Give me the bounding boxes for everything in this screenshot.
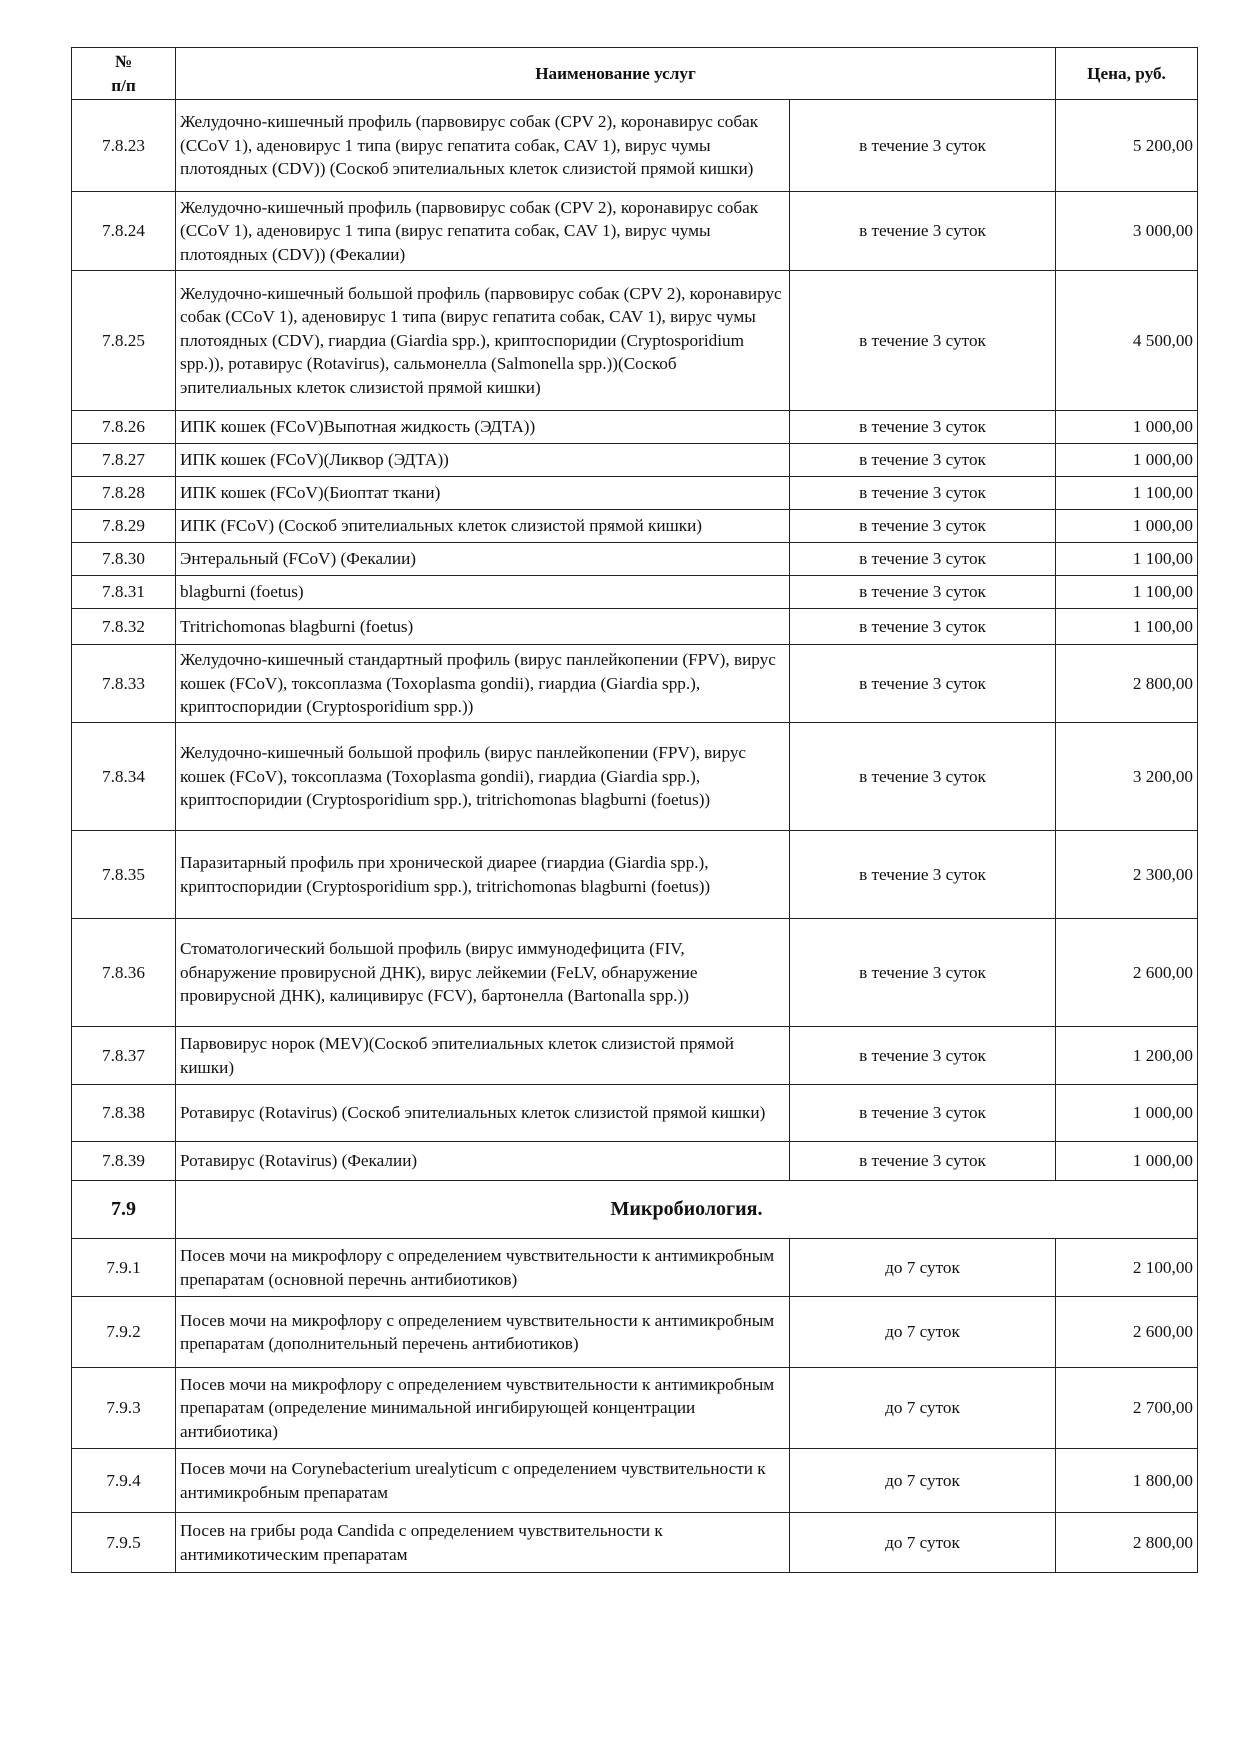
row-price: 2 300,00 [1056,831,1198,919]
row-price: 3 000,00 [1056,192,1198,271]
row-service-name: ИПК кошек (FCoV)(Ликвор (ЭДТА)) [176,444,790,477]
table-row [72,1449,1198,1513]
table-row [72,411,1198,444]
table-row [72,1513,1198,1573]
row-service-name: Ротавирус (Rotavirus) (Фекалии) [176,1142,790,1181]
row-service-name: Стоматологический большой профиль (вирус иммунодефицита (FIV, обнаружение провирусной ДНК), вирус лейкемии (FeLV, обнаружение провирусной ДНК), калицивирус (FCV), бартонелла (Bartonalla spp.)) [176,919,790,1027]
row-term: до 7 суток [790,1239,1056,1297]
row-service-name: Желудочно-кишечный большой профиль (парвовирус собак (CPV 2), коронавирус собак (CCoV 1), аденовирус 1 типа (вирус гепатита собак, CAV 1), вирус чумы плотоядных (CDV), гиардиа (Giardia spp.), криптоспоридии (Cryptosporidium spp.)), ротавирус (Rotavirus), сальмонелла (Salmonella spp.))(Соскоб эпителиальных клеток слизистой прямой кишки) [176,271,790,411]
row-number: 7.8.29 [72,510,176,543]
row-price: 2 600,00 [1056,1297,1198,1368]
row-number: 7.8.33 [72,645,176,723]
table-row [72,1085,1198,1142]
row-service-name: Парвовирус норок (MEV)(Соскоб эпителиальных клеток слизистой прямой кишки) [176,1027,790,1085]
table-row [72,1142,1198,1181]
row-price: 5 200,00 [1056,100,1198,192]
row-number: 7.8.25 [72,271,176,411]
row-number: 7.8.38 [72,1085,176,1142]
row-term: до 7 суток [790,1449,1056,1513]
row-number: 7.9.2 [72,1297,176,1368]
row-term: в течение 3 суток [790,411,1056,444]
table-row [72,919,1198,1027]
row-number: 7.8.32 [72,609,176,645]
row-term: до 7 суток [790,1513,1056,1573]
row-service-name: ИПК (FCoV) (Соскоб эпителиальных клеток слизистой прямой кишки) [176,510,790,543]
row-price: 2 600,00 [1056,919,1198,1027]
table-row [72,576,1198,609]
row-term: в течение 3 суток [790,100,1056,192]
row-term: в течение 3 суток [790,543,1056,576]
row-service-name: Желудочно-кишечный стандартный профиль (вирус панлейкопении (FPV), вирус кошек (FCoV), токсоплазма (Toxoplasma gondii), гиардиа (Giardia spp.), криптоспоридии (Cryptosporidium spp.)) [176,645,790,723]
row-service-name: blagburni (foetus) [176,576,790,609]
row-term: в течение 3 суток [790,723,1056,831]
row-price: 1 000,00 [1056,1142,1198,1181]
table-row [72,192,1198,271]
row-number: 7.8.36 [72,919,176,1027]
header-number-line1: № [114,52,133,71]
row-price: 1 200,00 [1056,1027,1198,1085]
row-term: в течение 3 суток [790,510,1056,543]
row-number: 7.8.24 [72,192,176,271]
row-price: 2 700,00 [1056,1368,1198,1449]
row-number: 7.8.27 [72,444,176,477]
table-row [72,609,1198,645]
row-number: 7.8.23 [72,100,176,192]
row-price: 2 800,00 [1056,645,1198,723]
row-price: 1 800,00 [1056,1449,1198,1513]
row-term: в течение 3 суток [790,576,1056,609]
row-price: 1 000,00 [1056,444,1198,477]
price-list-page [71,47,1197,1573]
row-price: 1 000,00 [1056,1085,1198,1142]
row-number: 7.8.28 [72,477,176,510]
row-price: 1 100,00 [1056,543,1198,576]
table-row [72,543,1198,576]
price-table [71,47,1198,1573]
row-price: 1 000,00 [1056,411,1198,444]
row-term: в течение 3 суток [790,1085,1056,1142]
row-service-name: Посев мочи на микрофлору с определением чувствительности к антимикробным препаратам (дополнительный перечень антибиотиков) [176,1297,790,1368]
section-title: Микробиология. [176,1181,1198,1239]
row-service-name: Паразитарный профиль при хронической диарее (гиардиа (Giardia spp.), криптоспоридии (Cryptosporidium spp.), tritrichomonas blagburni (foetus)) [176,831,790,919]
row-price: 4 500,00 [1056,271,1198,411]
row-service-name: Tritrichomonas blagburni (foetus) [176,609,790,645]
row-term: в течение 3 суток [790,1027,1056,1085]
row-term: в течение 3 суток [790,1142,1056,1181]
table-row [72,444,1198,477]
table-row [72,1239,1198,1297]
table-row [72,1297,1198,1368]
row-price: 1 100,00 [1056,576,1198,609]
row-number: 7.8.30 [72,543,176,576]
row-term: в течение 3 суток [790,192,1056,271]
row-term: в течение 3 суток [790,831,1056,919]
row-price: 1 100,00 [1056,477,1198,510]
row-number: 7.8.37 [72,1027,176,1085]
row-term: в течение 3 суток [790,444,1056,477]
row-service-name: ИПК кошек (FCoV)Выпотная жидкость (ЭДТА)) [176,411,790,444]
row-service-name: Энтеральный (FCoV) (Фекалии) [176,543,790,576]
row-service-name: Посев мочи на Corynebacterium urealyticum с определением чувствительности к антимикробным препаратам [176,1449,790,1513]
row-term: до 7 суток [790,1297,1056,1368]
row-number: 7.8.39 [72,1142,176,1181]
row-price: 2 100,00 [1056,1239,1198,1297]
header-price: Цена, руб. [1056,48,1198,100]
table-header-row [72,48,1198,100]
row-service-name: Желудочно-кишечный большой профиль (вирус панлейкопении (FPV), вирус кошек (FCoV), токсоплазма (Toxoplasma gondii), гиардиа (Giardia spp.), криптоспоридии (Cryptosporidium spp.), tritrichomonas blagburni (foetus)) [176,723,790,831]
row-price: 2 800,00 [1056,1513,1198,1573]
table-row [72,645,1198,723]
table-row [72,477,1198,510]
row-service-name: Желудочно-кишечный профиль (парвовирус собак (CPV 2), коронавирус собак (CCoV 1), аденовирус 1 типа (вирус гепатита собак, CAV 1), вирус чумы плотоядных (CDV)) (Фекалии) [176,192,790,271]
row-term: в течение 3 суток [790,609,1056,645]
table-row [72,510,1198,543]
row-term: в течение 3 суток [790,645,1056,723]
header-number [72,48,176,100]
table-row [72,831,1198,919]
table-row [72,723,1198,831]
row-service-name: Желудочно-кишечный профиль (парвовирус собак (CPV 2), коронавирус собак (CCoV 1), аденовирус 1 типа (вирус гепатита собак, CAV 1), вирус чумы плотоядных (CDV)) (Соскоб эпителиальных клеток слизистой прямой кишки) [176,100,790,192]
section-row [72,1181,1198,1239]
table-row [72,271,1198,411]
row-term: в течение 3 суток [790,271,1056,411]
row-price: 1 100,00 [1056,609,1198,645]
row-number: 7.8.26 [72,411,176,444]
row-service-name: Посев на грибы рода Candida с определением чувствительности к антимикотическим препаратам [176,1513,790,1573]
row-number: 7.8.31 [72,576,176,609]
row-price: 3 200,00 [1056,723,1198,831]
row-price: 1 000,00 [1056,510,1198,543]
section-number: 7.9 [72,1181,176,1239]
table-row [72,1027,1198,1085]
row-number: 7.9.5 [72,1513,176,1573]
row-service-name: ИПК кошек (FCoV)(Биоптат ткани) [176,477,790,510]
row-service-name: Посев мочи на микрофлору с определением чувствительности к антимикробным препаратам (определение минимальной ингибирующей концентрации антибиотика) [176,1368,790,1449]
row-number: 7.9.1 [72,1239,176,1297]
row-term: в течение 3 суток [790,919,1056,1027]
table-row [72,100,1198,192]
row-number: 7.8.34 [72,723,176,831]
row-term: до 7 суток [790,1368,1056,1449]
row-number: 7.9.3 [72,1368,176,1449]
row-number: 7.9.4 [72,1449,176,1513]
row-number: 7.8.35 [72,831,176,919]
table-row [72,1368,1198,1449]
row-term: в течение 3 суток [790,477,1056,510]
header-number-line2: п/п [111,75,136,95]
row-service-name: Посев мочи на микрофлору с определением чувствительности к антимикробным препаратам (основной перечнь антибиотиков) [176,1239,790,1297]
row-service-name: Ротавирус (Rotavirus) (Соскоб эпителиальных клеток слизистой прямой кишки) [176,1085,790,1142]
header-service-name: Наименование услуг [176,48,1056,100]
